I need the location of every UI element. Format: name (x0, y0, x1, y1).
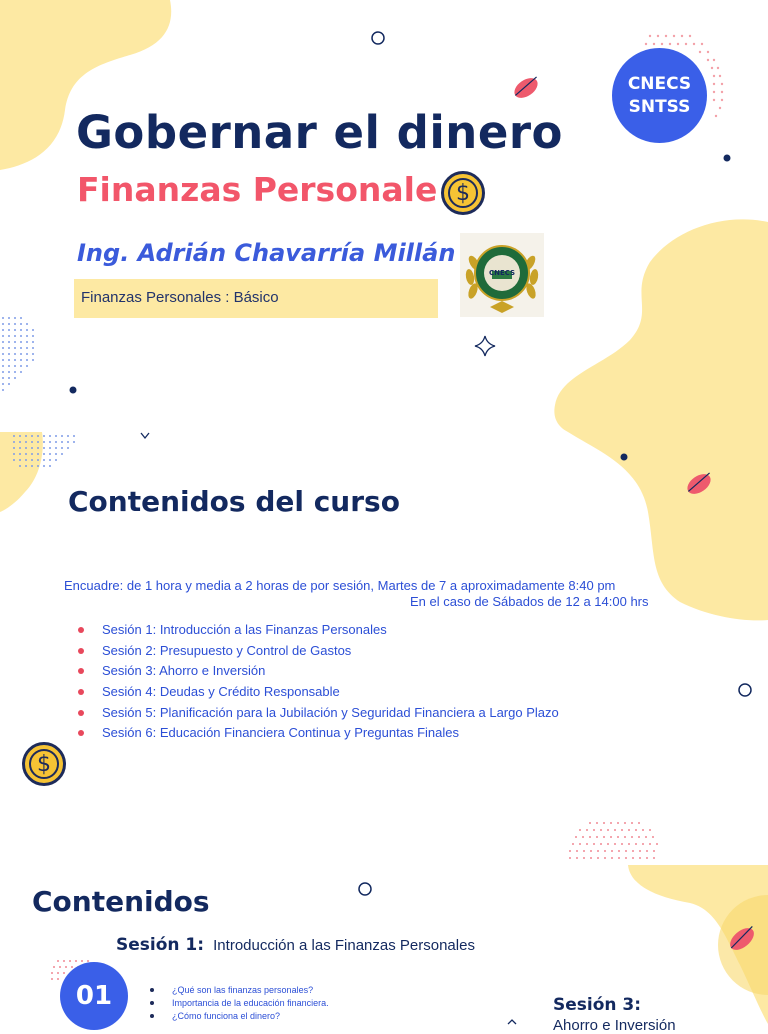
list-item: Sesión 1: Introducción a las Finanzas Personales (78, 622, 559, 643)
list-item: Importancia de la educación financiera. (150, 998, 329, 1011)
badge-line1: CNECS (627, 73, 692, 94)
logo-text: CNECS (488, 269, 516, 277)
contents-detail-slide (0, 865, 768, 1034)
presentation-title: Gobernar el dinero (76, 106, 563, 159)
cnecs-sntss-badge (612, 48, 707, 143)
session-header (116, 935, 475, 955)
course-level: Finanzas Personales : Básico (81, 289, 279, 306)
institution-logo (460, 233, 544, 317)
list-item: Sesión 4: Deudas y Crédito Responsable (78, 684, 559, 705)
schedule-line-2: En el caso de Sábados de 12 a 14:00 hrs (410, 594, 649, 609)
session-number-badge: 01 (60, 962, 128, 1030)
session-list (78, 622, 559, 746)
list-item: ¿Qué son las finanzas personales? (150, 985, 329, 998)
dollar-coin-icon: $ (441, 171, 485, 215)
section-heading: Contenidos (32, 885, 210, 918)
list-item: Sesión 5: Planificación para la Jubilación y Seguridad Financiera a Largo Plazo (78, 705, 559, 726)
author-name: Ing. Adrián Chavarría Millán (77, 239, 456, 267)
badge-line2: SNTSS (628, 96, 691, 117)
session-label: Sesión 1: (116, 935, 205, 955)
right-session-title: Ahorro e Inversión (553, 1017, 676, 1034)
section-heading: Contenidos del curso (68, 485, 400, 518)
list-item: Sesión 2: Presupuesto y Control de Gastos (78, 643, 559, 664)
right-session-label: Sesión 3: (553, 995, 642, 1015)
schedule-line-1: Encuadre: de 1 hora y media a 2 horas de por sesión, Martes de 7 a aproximadamente 8:40 pm (64, 578, 616, 593)
session-title: Introducción a las Finanzas Personales (213, 937, 475, 954)
topic-list (150, 985, 329, 1023)
course-contents-slide (0, 432, 768, 865)
title-slide (0, 0, 768, 432)
presentation-subtitle: Finanzas Personale (77, 170, 438, 209)
list-item: ¿Cómo funciona el dinero? (150, 1011, 329, 1024)
list-item: Sesión 6: Educación Financiera Continua y Preguntas Finales (78, 725, 559, 746)
dollar-coin-icon: $ (22, 742, 66, 786)
list-item: Sesión 3: Ahorro e Inversión (78, 663, 559, 684)
